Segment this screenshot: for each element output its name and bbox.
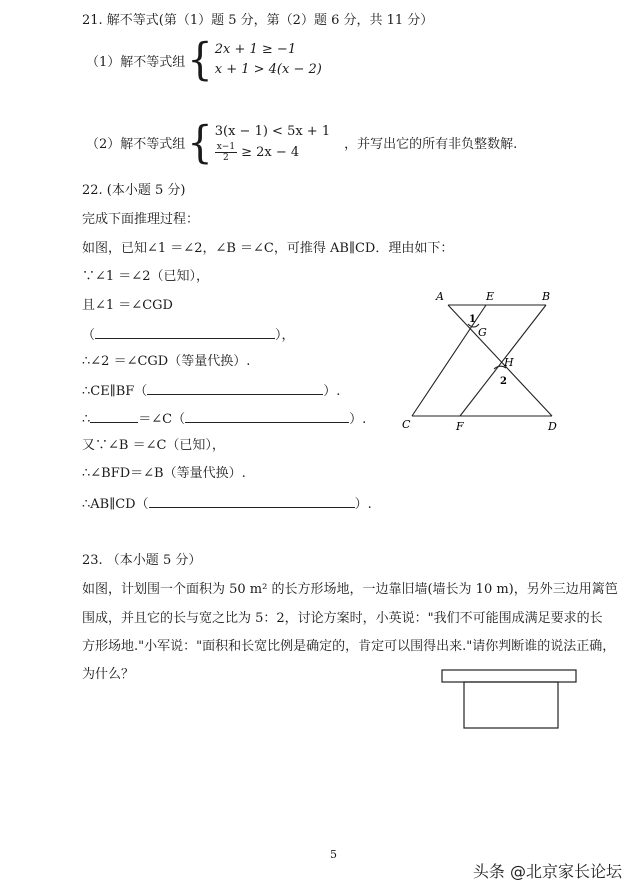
q23-header: 23. （本小题 5 分） — [82, 553, 202, 568]
q21-part2-suffix: ，并写出它的所有非负整数解. — [344, 137, 518, 152]
q22-step6 — [82, 409, 366, 429]
q22-given: 如图，已知∠1 ＝∠2，∠B ＝∠C，可推得 AB∥CD．理由如下： — [82, 241, 454, 256]
q22-blank-4[interactable] — [185, 409, 349, 423]
q21-part2-fraction — [215, 142, 237, 163]
q23-line4: 为什么？ — [82, 667, 135, 682]
q22-step3-open: （ — [82, 328, 96, 343]
q22-blank-3[interactable] — [90, 409, 138, 423]
q21-part1-eq2: x + 1 > 4(x − 2) — [214, 62, 322, 77]
q22-blank-1[interactable] — [95, 325, 275, 339]
label-g: G — [478, 326, 487, 339]
q22-step6-pre: ∴ — [82, 412, 91, 427]
q22-blank-5[interactable] — [149, 494, 355, 508]
q21-part1-eq1: 2x + 1 ≥ −1 — [214, 42, 297, 57]
q21-part2-frac-den: 2 — [223, 153, 229, 163]
rectangular-field — [464, 682, 558, 728]
old-wall — [442, 670, 576, 682]
label-a: A — [436, 290, 444, 303]
q22-step1: ∵∠1 ＝∠2（已知）， — [82, 269, 209, 284]
q21-part2 — [86, 117, 518, 168]
q21-part2-brace: { — [187, 117, 213, 168]
label-d: D — [548, 420, 557, 433]
q22-step3-close: ）， — [275, 328, 295, 343]
q22-intro: 完成下面推理过程： — [82, 212, 200, 227]
q22-step4: ∴∠2 ＝∠CGD（等量代换）. — [82, 354, 251, 369]
q22-header: 22. (本小题 5 分) — [82, 183, 186, 198]
q21-part1-brace: { — [187, 34, 213, 86]
q21-part2-label: （2）解不等式组 — [86, 137, 186, 152]
label-f: F — [456, 420, 464, 433]
q21-part2-eq1: 3(x − 1) < 5x + 1 — [214, 124, 331, 139]
page-number: 5 — [330, 848, 337, 861]
q21-part2-eq2-rest: ≥ 2x − 4 — [241, 145, 300, 160]
q21-part2-frac-num: x−1 — [216, 142, 236, 152]
q22-step9-post: ）. — [354, 497, 372, 512]
q22-step9-pre: ∴AB∥CD（ — [82, 497, 149, 512]
label-b: B — [542, 290, 551, 303]
q22-step6-mid: ＝∠C（ — [138, 412, 186, 427]
q22-step6-post: ）. — [349, 412, 367, 427]
q21-part1 — [86, 34, 322, 86]
q22-step2: 且∠1 ＝∠CGD — [82, 298, 173, 313]
q22-geometry-figure — [400, 288, 580, 438]
watermark: 头条 @北京家长论坛 — [472, 862, 622, 881]
q21-part1-label: （1）解不等式组 — [86, 54, 186, 70]
q22-step8: ∴∠BFD＝∠B（等量代换）. — [82, 466, 246, 481]
q22-step5-post: ）. — [323, 384, 341, 399]
label-c: C — [402, 418, 411, 431]
q22-blank-2[interactable] — [147, 381, 323, 395]
q23-line1: 如图，计划围一个面积为 50 m² 的长方形场地，一边靠旧墙(墙长为 10 m)，另外三边用篱笆 — [82, 582, 618, 597]
q23-line2: 围成，并且它的长与宽之比为 5：2，讨论方案时，小英说："我们不可能围成满足要求的长 — [82, 611, 603, 626]
q23-wall-figure — [440, 666, 580, 736]
q21-part2-eq2 — [215, 142, 330, 163]
line-ad — [448, 305, 552, 416]
label-angle-1: 1 — [469, 314, 476, 325]
q22-step5-pre: ∴CE∥BF（ — [82, 384, 148, 399]
q23-line3: 方形场地."小军说："面积和长宽比例是确定的，肯定可以围得出来."请你判断谁的说法正确， — [82, 639, 616, 654]
label-h: H — [504, 356, 514, 369]
q22-step3 — [82, 325, 295, 345]
q22-step7: 又∵∠B ＝∠C（已知）， — [82, 438, 225, 453]
label-e: E — [486, 290, 495, 303]
q22-step9 — [82, 494, 372, 514]
q21-header: 21. 解不等式(第（1）题 5 分，第（2）题 6 分，共 11 分） — [82, 13, 434, 28]
q22-step5 — [82, 381, 340, 401]
label-angle-2: 2 — [500, 376, 507, 387]
